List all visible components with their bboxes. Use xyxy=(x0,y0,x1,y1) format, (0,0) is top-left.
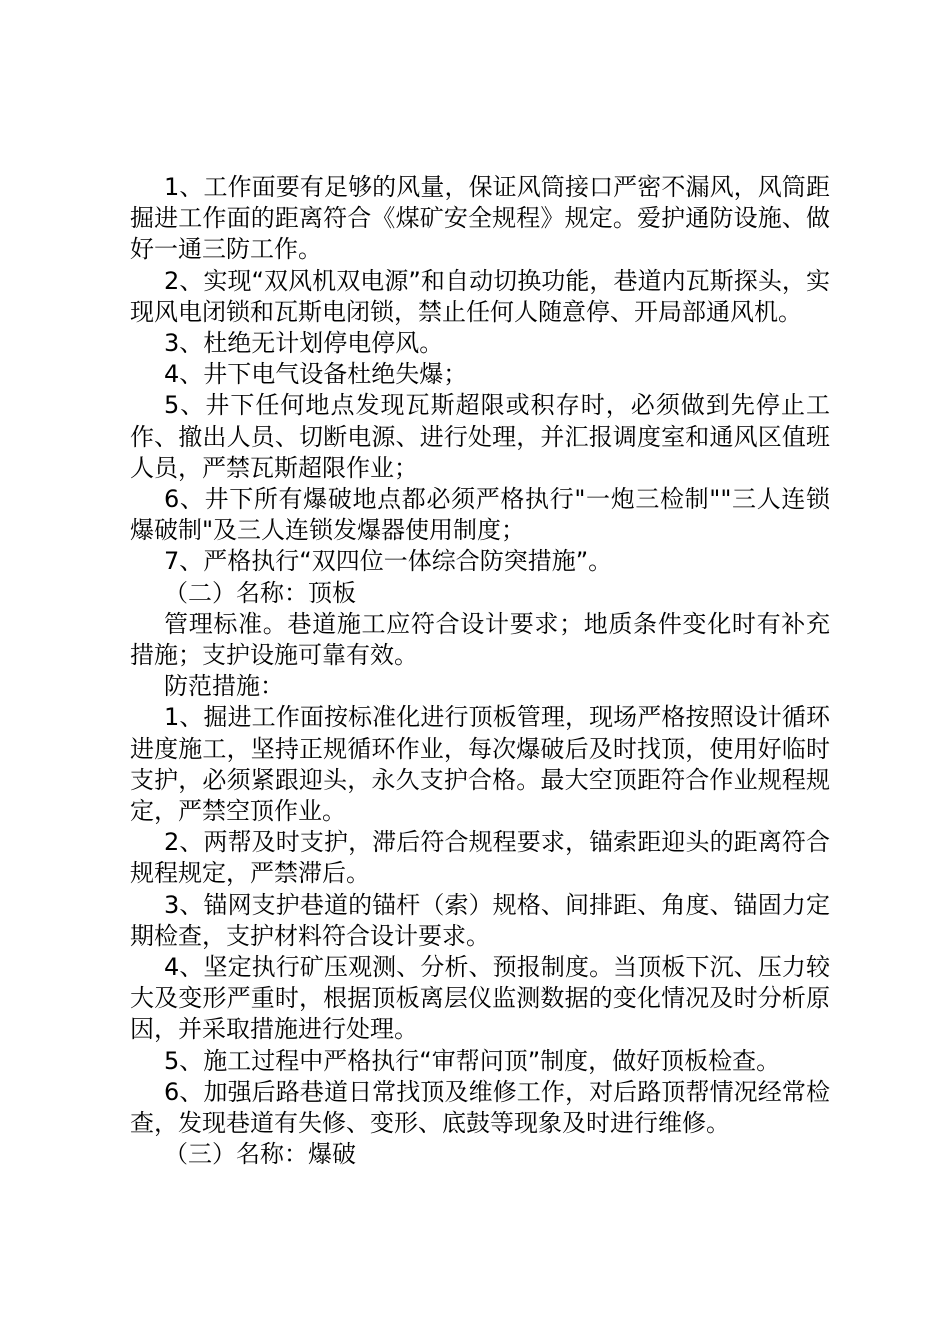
paragraph-ventilation-item-3: 3、杜绝无计划停电停风。 xyxy=(164,329,444,358)
section-heading-blasting: （三）名称：爆破 xyxy=(164,1140,356,1169)
paragraph-ventilation-item-7: 7、严格执行“双四位一体综合防突措施”。 xyxy=(164,547,613,576)
section-heading-roof: （二）名称：顶板 xyxy=(164,578,356,607)
paragraph-roof-item-2: 2、两帮及时支护，滞后符合规程要求，锚索距迎头的距离符合规程规定，严禁滞后。 xyxy=(130,828,830,888)
document-body xyxy=(130,172,830,1171)
paragraph-ventilation-item-5: 5、井下任何地点发现瓦斯超限或积存时，必须做到先停止工作、撤出人员、切断电源、进行处理，并汇报调度室和通风区值班人员，严禁瓦斯超限作业； xyxy=(130,391,830,482)
paragraph-prevention-measures-label: 防范措施： xyxy=(164,672,284,701)
paragraph-ventilation-item-4: 4、井下电气设备杜绝失爆； xyxy=(164,360,468,389)
paragraph-roof-item-6: 6、加强后路巷道日常找顶及维修工作，对后路顶帮情况经常检查，发现巷道有失修、变形、底鼓等现象及时进行维修。 xyxy=(130,1077,830,1138)
paragraph-roof-item-4: 4、坚定执行矿压观测、分析、预报制度。当顶板下沉、压力较大及变形严重时，根据顶板离层仪监测数据的变化情况及时分析原因，并采取措施进行处理。 xyxy=(130,953,830,1044)
paragraph-ventilation-item-6: 6、井下所有爆破地点都必须严格执行"一炮三检制""三人连锁爆破制"及三人连锁发爆器使用制度； xyxy=(130,485,830,545)
paragraph-ventilation-item-1: 1、工作面要有足够的风量，保证风筒接口严密不漏风，风筒距掘进工作面的距离符合《煤矿安全规程》规定。爱护通防设施、做好一通三防工作。 xyxy=(130,173,830,264)
paragraph-roof-item-3: 3、锚网支护巷道的锚杆（索）规格、间排距、角度、锚固力定期检查，支护材料符合设计要求。 xyxy=(130,890,830,950)
paragraph-ventilation-item-2: 2、实现“双风机双电源”和自动切换功能，巷道内瓦斯探头，实现风电闭锁和瓦斯电闭锁，禁止任何人随意停、开局部通风机。 xyxy=(130,266,830,326)
paragraph-roof-management-standard: 管理标准。巷道施工应符合设计要求；地质条件变化时有补充措施；支护设施可靠有效。 xyxy=(130,609,830,670)
paragraph-roof-item-1: 1、掘进工作面按标准化进行顶板管理，现场严格按照设计循环进度施工，坚持正规循环作业，每次爆破后及时找顶，使用好临时支护，必须紧跟迎头，永久支护合格。最大空顶距符合作业规程规定，严禁空顶作业。 xyxy=(130,703,830,826)
paragraph-roof-item-5: 5、施工过程中严格执行“审帮问顶”制度，做好顶板检查。 xyxy=(164,1046,781,1075)
